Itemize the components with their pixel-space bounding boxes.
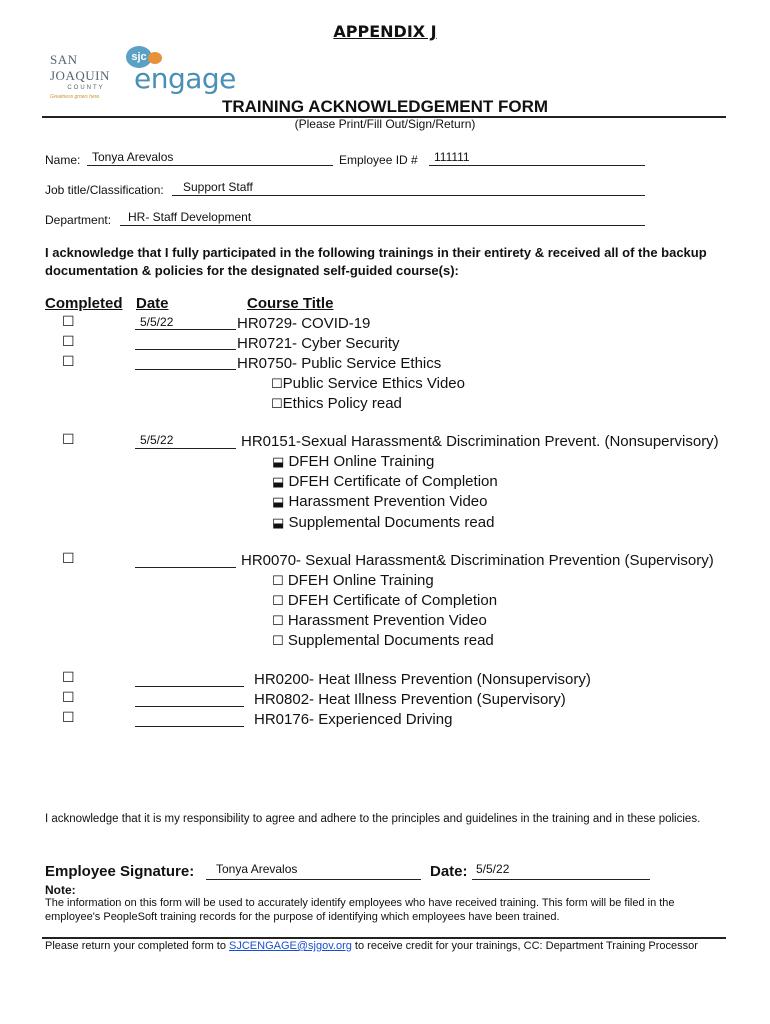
- course-title: HR0200- Heat Illness Prevention (Nonsupervisory): [254, 671, 591, 688]
- completed-checkbox[interactable]: ☐: [62, 432, 75, 448]
- footer-text: [45, 940, 745, 952]
- job-title-underline: [172, 195, 645, 196]
- completed-checkbox[interactable]: ☐: [62, 551, 75, 567]
- sub-item-checkbox[interactable]: ☐: [271, 377, 283, 392]
- sub-item: [272, 514, 494, 531]
- sub-item: [272, 592, 497, 609]
- course-title: HR0729- COVID-19: [237, 315, 371, 332]
- sub-item-checkbox[interactable]: ☐: [272, 594, 284, 609]
- county-logo: [50, 52, 122, 100]
- sub-item-label: Supplemental Documents read: [287, 632, 494, 649]
- date-column-header: Date: [136, 295, 169, 312]
- signature-date-label: Date:: [430, 863, 468, 880]
- sub-item: [272, 493, 487, 510]
- completed-checkbox[interactable]: ☐: [62, 670, 75, 686]
- signature-label: Employee Signature:: [45, 863, 195, 880]
- sub-item-label: DFEH Certificate of Completion: [288, 473, 498, 490]
- completed-checkbox[interactable]: ☐: [62, 334, 75, 350]
- date-underline[interactable]: [135, 706, 244, 707]
- acknowledgement-text: I acknowledge that I fully participated in the following trainings in their entirety & received all of the backup documentation & policies for the designated self-guided course(s):: [45, 245, 707, 278]
- sub-item-checkbox-filled[interactable]: ⬓: [272, 495, 285, 510]
- course-title: HR0802- Heat Illness Prevention (Supervisory): [254, 691, 566, 708]
- sub-item-checkbox[interactable]: ☐: [272, 574, 284, 589]
- sub-item-label: Harassment Prevention Video: [287, 612, 487, 629]
- course-title: HR0176- Experienced Driving: [254, 711, 453, 728]
- engage-bubble-icon: sjc: [126, 46, 152, 68]
- sub-item-label: Public Service Ethics Video: [282, 375, 465, 392]
- engage-logo: [124, 46, 244, 98]
- footer-divider: [42, 937, 726, 939]
- sub-item: [272, 453, 434, 470]
- date-field[interactable]: 5/5/22: [140, 433, 174, 447]
- form-title: TRAINING ACKNOWLEDGEMENT FORM: [221, 97, 549, 116]
- name-label: Name:: [45, 153, 81, 167]
- signature-field[interactable]: Tonya Arevalos: [216, 862, 298, 876]
- footer-text-after: to receive credit for your trainings, CC: Department Training Processor: [351, 940, 698, 952]
- sub-item: [271, 375, 465, 392]
- date-underline: [135, 329, 236, 330]
- sub-item-checkbox[interactable]: ☐: [272, 614, 284, 629]
- date-underline[interactable]: [135, 686, 244, 687]
- job-title-label: Job title/Classification:: [45, 183, 164, 197]
- email-link[interactable]: SJCENGAGE@sjgov.org: [229, 940, 352, 952]
- county-logo-tagline: Greatness grows here.: [50, 94, 101, 100]
- signature-underline: [206, 879, 421, 880]
- form-subtitle: (Please Print/Fill Out/Sign/Return): [294, 117, 476, 131]
- completed-checkbox[interactable]: ☐: [62, 710, 75, 726]
- employee-id-label: Employee ID #: [339, 153, 418, 167]
- sub-item-checkbox-filled[interactable]: ⬓: [272, 455, 285, 470]
- sub-item-label: DFEH Online Training: [287, 572, 434, 589]
- employee-id-underline: [429, 165, 645, 166]
- course-title-column-header: Course Title: [247, 295, 334, 312]
- date-field[interactable]: 5/5/22: [140, 315, 174, 329]
- completed-checkbox[interactable]: ☐: [62, 690, 75, 706]
- department-field[interactable]: HR- Staff Development: [128, 210, 252, 224]
- note-label: Note:: [45, 883, 76, 897]
- completed-checkbox[interactable]: ☐: [62, 354, 75, 370]
- county-logo-line1: SAN JOAQUIN: [50, 52, 110, 83]
- name-underline: [87, 165, 333, 166]
- note-text: The information on this form will be used to accurately identify employees who have received training. This form will be filed in the employee's PeopleSoft training records for the purpose of identifying which employees have been trained.: [45, 897, 675, 923]
- date-underline[interactable]: [135, 369, 236, 370]
- completed-checkbox[interactable]: ☐: [62, 314, 75, 330]
- date-underline: [135, 448, 236, 449]
- completed-column-header: Completed: [45, 295, 123, 312]
- date-underline[interactable]: [135, 726, 244, 727]
- sub-item-label: DFEH Certificate of Completion: [287, 592, 498, 609]
- name-field[interactable]: Tonya Arevalos: [92, 150, 174, 164]
- course-title: HR0721- Cyber Security: [237, 335, 400, 352]
- appendix-heading: APPENDIX J: [333, 22, 437, 41]
- sub-item-label: Supplemental Documents read: [288, 514, 495, 531]
- sub-item-checkbox-filled[interactable]: ⬓: [272, 516, 285, 531]
- department-label: Department:: [45, 213, 112, 227]
- engage-logo-word: engage: [134, 62, 236, 95]
- job-title-field[interactable]: Support Staff: [183, 180, 253, 194]
- county-logo-line2: COUNTY: [67, 85, 105, 91]
- signature-date-field[interactable]: 5/5/22: [476, 862, 510, 876]
- footer-text-before: Please return your completed form to: [45, 940, 230, 952]
- sub-item: [272, 612, 487, 629]
- course-title: HR0750- Public Service Ethics: [237, 355, 442, 372]
- department-underline: [120, 225, 645, 226]
- sub-item-label: Ethics Policy read: [282, 395, 402, 412]
- signature-date-underline: [472, 879, 650, 880]
- sub-item: [271, 395, 402, 412]
- date-underline[interactable]: [135, 567, 236, 568]
- sub-item: [272, 572, 434, 589]
- course-title: HR0151-Sexual Harassment& Discrimination Prevent. (Nonsupervisory): [241, 433, 719, 450]
- sub-item-label: Harassment Prevention Video: [288, 493, 488, 510]
- sub-item: [272, 473, 498, 490]
- date-underline[interactable]: [135, 349, 236, 350]
- sub-item-label: DFEH Online Training: [288, 453, 435, 470]
- sub-item: [272, 632, 494, 649]
- sub-item-checkbox[interactable]: ☐: [271, 397, 283, 412]
- sub-item-checkbox[interactable]: ☐: [272, 634, 284, 649]
- employee-id-field[interactable]: 111111: [434, 150, 470, 164]
- course-title: HR0070- Sexual Harassment& Discrimination Prevention (Supervisory): [241, 552, 714, 569]
- responsibility-statement: I acknowledge that it is my responsibility to agree and adhere to the principles and guidelines in the training and in these policies.: [45, 813, 701, 825]
- sub-item-checkbox-filled[interactable]: ⬓: [272, 475, 285, 490]
